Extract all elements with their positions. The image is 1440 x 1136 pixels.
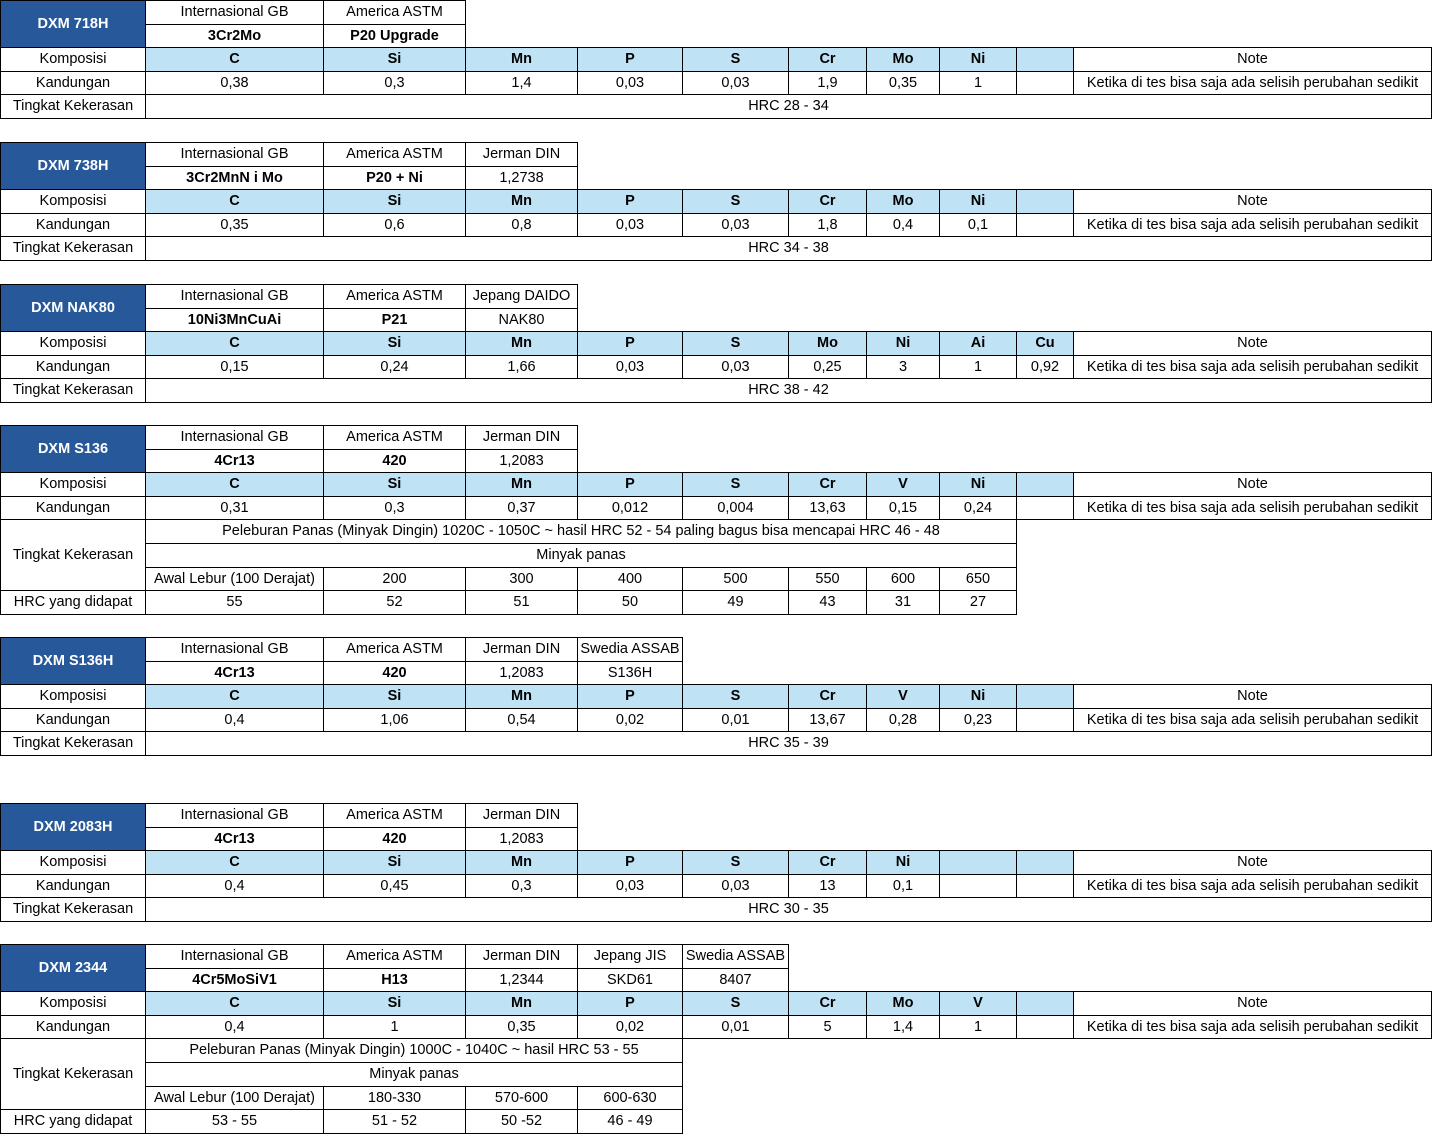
element-value: 0,35	[145, 213, 324, 237]
element-value: 0,31	[145, 496, 324, 520]
element-value: 0,4	[866, 213, 940, 237]
temperature-value: 300	[465, 567, 578, 591]
standard-name: Jerman DIN	[465, 425, 578, 450]
element-header: Mo	[866, 189, 940, 214]
element-value: 0,03	[577, 355, 683, 379]
standard-value: 1,2083	[465, 661, 578, 685]
element-header: V	[939, 991, 1017, 1016]
content-label: Kandungan	[0, 708, 146, 732]
note-text: Ketika di tes bisa saja ada selisih perubahan sedikit	[1073, 1015, 1432, 1039]
element-value	[1016, 213, 1074, 237]
element-value: 13,67	[788, 708, 867, 732]
element-value: 0,03	[682, 213, 789, 237]
element-header: S	[682, 684, 789, 709]
hrc-result-value: 31	[866, 590, 940, 615]
hardness-value: HRC 28 - 34	[145, 94, 1432, 119]
element-header: Ni	[939, 189, 1017, 214]
element-value: 13,63	[788, 496, 867, 520]
note-label: Note	[1073, 850, 1432, 875]
hrc-result-value: 50 -52	[465, 1109, 578, 1134]
element-header: P	[577, 189, 683, 214]
standard-value: 10Ni3MnCuAi	[145, 308, 324, 332]
composition-label: Komposisi	[0, 991, 146, 1016]
content-label: Kandungan	[0, 355, 146, 379]
element-header: Mn	[465, 189, 578, 214]
element-header: S	[682, 189, 789, 214]
grade-header: DXM NAK80	[0, 284, 146, 332]
element-value: 0,38	[145, 71, 324, 95]
element-value: 0,02	[577, 708, 683, 732]
standard-name: Jepang JIS	[577, 944, 683, 969]
element-value: 0,37	[465, 496, 578, 520]
standard-value: 3Cr2MnN i Mo	[145, 166, 324, 190]
standard-name: America ASTM	[323, 637, 466, 662]
standard-value: 420	[323, 449, 466, 473]
grade-header: DXM S136	[0, 425, 146, 473]
hrc-result-label: HRC yang didapat	[0, 1109, 146, 1134]
element-header: Mn	[465, 991, 578, 1016]
hardness-label: Tingkat Kekerasan	[0, 94, 146, 119]
standard-name: Jepang DAIDO	[465, 284, 578, 309]
standard-value: 3Cr2Mo	[145, 24, 324, 48]
content-label: Kandungan	[0, 496, 146, 520]
element-value: 0,4	[145, 874, 324, 898]
element-header: Cr	[788, 472, 867, 497]
hardness-label: Tingkat Kekerasan	[0, 378, 146, 403]
element-value: 0,1	[939, 213, 1017, 237]
hardness-value: HRC 35 - 39	[145, 731, 1432, 756]
note-label: Note	[1073, 331, 1432, 356]
temperature-value: 180-330	[323, 1086, 466, 1110]
element-value: 1,66	[465, 355, 578, 379]
element-value: 1,9	[788, 71, 867, 95]
hrc-result-value: 43	[788, 590, 867, 615]
element-value: 0,004	[682, 496, 789, 520]
hrc-result-value: 52	[323, 590, 466, 615]
standard-value: S136H	[577, 661, 683, 685]
element-header: Ni	[866, 331, 940, 356]
element-value: 0,4	[145, 708, 324, 732]
element-value: 0,1	[866, 874, 940, 898]
standard-name: Internasional GB	[145, 944, 324, 969]
standard-value: 1,2083	[465, 827, 578, 851]
element-header: Si	[323, 47, 466, 72]
element-header: Mn	[465, 850, 578, 875]
element-header: Ni	[939, 684, 1017, 709]
element-header	[1016, 472, 1074, 497]
element-header: Cu	[1016, 331, 1074, 356]
treatment-medium: Minyak panas	[145, 1062, 683, 1087]
standard-value: NAK80	[465, 308, 578, 332]
hardness-value: HRC 30 - 35	[145, 897, 1432, 922]
composition-label: Komposisi	[0, 189, 146, 214]
element-value: 0,8	[465, 213, 578, 237]
element-value: 0,35	[465, 1015, 578, 1039]
element-header: Ni	[939, 47, 1017, 72]
element-value	[1016, 496, 1074, 520]
standard-value: 1,2738	[465, 166, 578, 190]
element-value	[1016, 1015, 1074, 1039]
composition-label: Komposisi	[0, 850, 146, 875]
temperature-value: 600-630	[577, 1086, 683, 1110]
element-header: S	[682, 47, 789, 72]
element-value: 1,8	[788, 213, 867, 237]
element-header	[1016, 189, 1074, 214]
element-header: Mo	[866, 991, 940, 1016]
standard-value: SKD61	[577, 968, 683, 992]
note-label: Note	[1073, 991, 1432, 1016]
standard-value: 4Cr13	[145, 661, 324, 685]
temperature-value: 570-600	[465, 1086, 578, 1110]
element-value: 0,03	[682, 874, 789, 898]
standard-name: Internasional GB	[145, 0, 324, 25]
standard-name: America ASTM	[323, 425, 466, 450]
element-header: Mo	[788, 331, 867, 356]
hrc-result-value: 49	[682, 590, 789, 615]
treatment-medium: Minyak panas	[145, 543, 1017, 568]
element-value: 0,54	[465, 708, 578, 732]
element-value: 0,3	[323, 71, 466, 95]
element-value: 0,35	[866, 71, 940, 95]
element-value: 0,92	[1016, 355, 1074, 379]
hrc-result-value: 55	[145, 590, 324, 615]
element-value: 0,15	[866, 496, 940, 520]
content-label: Kandungan	[0, 71, 146, 95]
temperature-value: 650	[939, 567, 1017, 591]
element-header: Cr	[788, 850, 867, 875]
element-header: Si	[323, 991, 466, 1016]
standard-name: Internasional GB	[145, 425, 324, 450]
element-value: 0,28	[866, 708, 940, 732]
element-value: 0,15	[145, 355, 324, 379]
standard-value: 1,2083	[465, 449, 578, 473]
element-header: C	[145, 684, 324, 709]
element-header: P	[577, 684, 683, 709]
content-label: Kandungan	[0, 874, 146, 898]
standard-name: Internasional GB	[145, 284, 324, 309]
element-header: Ni	[866, 850, 940, 875]
element-header: Si	[323, 189, 466, 214]
composition-label: Komposisi	[0, 331, 146, 356]
element-value: 1	[939, 71, 1017, 95]
element-value: 0,012	[577, 496, 683, 520]
element-header	[1016, 850, 1074, 875]
element-header: C	[145, 850, 324, 875]
standard-value: 4Cr13	[145, 449, 324, 473]
element-value: 0,45	[323, 874, 466, 898]
standard-value: 420	[323, 827, 466, 851]
hrc-result-value: 51	[465, 590, 578, 615]
element-value	[1016, 874, 1074, 898]
standard-value: H13	[323, 968, 466, 992]
standard-name: Jerman DIN	[465, 142, 578, 167]
element-value: 0,24	[939, 496, 1017, 520]
standard-name: Internasional GB	[145, 637, 324, 662]
standard-name: Swedia ASSAB	[577, 637, 683, 662]
element-header: Cr	[788, 189, 867, 214]
standard-value: P20 + Ni	[323, 166, 466, 190]
element-value: 0,01	[682, 708, 789, 732]
hardness-label: Tingkat Kekerasan	[0, 236, 146, 261]
standard-name: Jerman DIN	[465, 944, 578, 969]
element-value: 0,6	[323, 213, 466, 237]
element-header: P	[577, 850, 683, 875]
element-value: 0,02	[577, 1015, 683, 1039]
hardness-value: HRC 38 - 42	[145, 378, 1432, 403]
note-label: Note	[1073, 472, 1432, 497]
element-header: Si	[323, 472, 466, 497]
standard-value: P21	[323, 308, 466, 332]
element-value: 1,4	[465, 71, 578, 95]
standard-value: 8407	[682, 968, 789, 992]
element-value	[1016, 708, 1074, 732]
element-value: 0,03	[577, 213, 683, 237]
composition-label: Komposisi	[0, 472, 146, 497]
note-label: Note	[1073, 47, 1432, 72]
element-header: Mo	[866, 47, 940, 72]
composition-label: Komposisi	[0, 47, 146, 72]
element-header: Mn	[465, 331, 578, 356]
element-header: Si	[323, 331, 466, 356]
hrc-result-value: 53 - 55	[145, 1109, 324, 1134]
grade-header: DXM 738H	[0, 142, 146, 190]
standard-name: Swedia ASSAB	[682, 944, 789, 969]
element-header: Mn	[465, 47, 578, 72]
standard-name: America ASTM	[323, 803, 466, 828]
standard-value: 4Cr13	[145, 827, 324, 851]
element-value	[1016, 71, 1074, 95]
hrc-result-label: HRC yang didapat	[0, 590, 146, 615]
grade-header: DXM 2344	[0, 944, 146, 992]
standard-value: 4Cr5MoSiV1	[145, 968, 324, 992]
content-label: Kandungan	[0, 213, 146, 237]
element-header: Cr	[788, 47, 867, 72]
element-header: V	[866, 684, 940, 709]
element-header: Ni	[939, 472, 1017, 497]
standard-name: America ASTM	[323, 142, 466, 167]
element-value: 1	[939, 355, 1017, 379]
note-text: Ketika di tes bisa saja ada selisih perubahan sedikit	[1073, 213, 1432, 237]
element-value: 1	[939, 1015, 1017, 1039]
element-header: S	[682, 850, 789, 875]
standard-name: America ASTM	[323, 944, 466, 969]
note-label: Note	[1073, 684, 1432, 709]
element-value: 0,3	[323, 496, 466, 520]
element-value: 13	[788, 874, 867, 898]
hardness-value: HRC 34 - 38	[145, 236, 1432, 261]
element-header	[1016, 684, 1074, 709]
element-header: C	[145, 331, 324, 356]
element-header: S	[682, 331, 789, 356]
element-header: P	[577, 47, 683, 72]
element-header: C	[145, 472, 324, 497]
element-header: S	[682, 472, 789, 497]
element-header: Mn	[465, 472, 578, 497]
hardness-label: Tingkat Kekerasan	[0, 731, 146, 756]
standard-name: America ASTM	[323, 0, 466, 25]
element-value: 0,03	[682, 71, 789, 95]
element-header	[939, 850, 1017, 875]
element-header: Si	[323, 850, 466, 875]
hrc-result-value: 50	[577, 590, 683, 615]
element-header: Si	[323, 684, 466, 709]
standard-value: 1,2344	[465, 968, 578, 992]
element-header: V	[866, 472, 940, 497]
temperature-label: Awal Lebur (100 Derajat)	[145, 1086, 324, 1110]
element-value: 0,25	[788, 355, 867, 379]
element-header: Mn	[465, 684, 578, 709]
temperature-value: 600	[866, 567, 940, 591]
element-value: 0,03	[577, 71, 683, 95]
element-header: P	[577, 472, 683, 497]
hardness-label: Tingkat Kekerasan	[0, 897, 146, 922]
element-value: 1,06	[323, 708, 466, 732]
standard-value: P20 Upgrade	[323, 24, 466, 48]
element-header: C	[145, 991, 324, 1016]
hardness-label: Tingkat Kekerasan	[0, 519, 146, 591]
element-header: P	[577, 331, 683, 356]
content-label: Kandungan	[0, 1015, 146, 1039]
composition-label: Komposisi	[0, 684, 146, 709]
standard-name: Jerman DIN	[465, 637, 578, 662]
hrc-result-value: 51 - 52	[323, 1109, 466, 1134]
note-text: Ketika di tes bisa saja ada selisih perubahan sedikit	[1073, 355, 1432, 379]
standard-name: Internasional GB	[145, 142, 324, 167]
temperature-label: Awal Lebur (100 Derajat)	[145, 567, 324, 591]
hrc-result-value: 27	[939, 590, 1017, 615]
temperature-value: 500	[682, 567, 789, 591]
element-header: P	[577, 991, 683, 1016]
standard-value: 420	[323, 661, 466, 685]
note-text: Ketika di tes bisa saja ada selisih perubahan sedikit	[1073, 708, 1432, 732]
element-header: C	[145, 47, 324, 72]
element-header: Cr	[788, 991, 867, 1016]
grade-header: DXM 2083H	[0, 803, 146, 851]
grade-header: DXM S136H	[0, 637, 146, 685]
element-value	[939, 874, 1017, 898]
element-value: 0,03	[682, 355, 789, 379]
hrc-result-value: 46 - 49	[577, 1109, 683, 1134]
hardness-label: Tingkat Kekerasan	[0, 1038, 146, 1110]
treatment-process: Peleburan Panas (Minyak Dingin) 1020C - 1050C ~ hasil HRC 52 - 54 paling bagus bisa mencapai HRC 46 - 48	[145, 519, 1017, 544]
note-text: Ketika di tes bisa saja ada selisih perubahan sedikit	[1073, 874, 1432, 898]
element-header	[1016, 47, 1074, 72]
standard-name: Jerman DIN	[465, 803, 578, 828]
standard-name: America ASTM	[323, 284, 466, 309]
element-value: 0,24	[323, 355, 466, 379]
element-value: 0,4	[145, 1015, 324, 1039]
element-value: 0,23	[939, 708, 1017, 732]
temperature-value: 400	[577, 567, 683, 591]
element-value: 5	[788, 1015, 867, 1039]
element-value: 1	[323, 1015, 466, 1039]
element-header: Ai	[939, 331, 1017, 356]
note-text: Ketika di tes bisa saja ada selisih perubahan sedikit	[1073, 496, 1432, 520]
element-value: 0,3	[465, 874, 578, 898]
element-value: 0,03	[577, 874, 683, 898]
treatment-process: Peleburan Panas (Minyak Dingin) 1000C - 1040C ~ hasil HRC 53 - 55	[145, 1038, 683, 1063]
element-value: 1,4	[866, 1015, 940, 1039]
element-header: C	[145, 189, 324, 214]
temperature-value: 200	[323, 567, 466, 591]
note-label: Note	[1073, 189, 1432, 214]
temperature-value: 550	[788, 567, 867, 591]
note-text: Ketika di tes bisa saja ada selisih perubahan sedikit	[1073, 71, 1432, 95]
grade-header: DXM 718H	[0, 0, 146, 48]
element-value: 3	[866, 355, 940, 379]
standard-name: Internasional GB	[145, 803, 324, 828]
element-header: Cr	[788, 684, 867, 709]
element-header	[1016, 991, 1074, 1016]
element-value: 0,01	[682, 1015, 789, 1039]
element-header: S	[682, 991, 789, 1016]
